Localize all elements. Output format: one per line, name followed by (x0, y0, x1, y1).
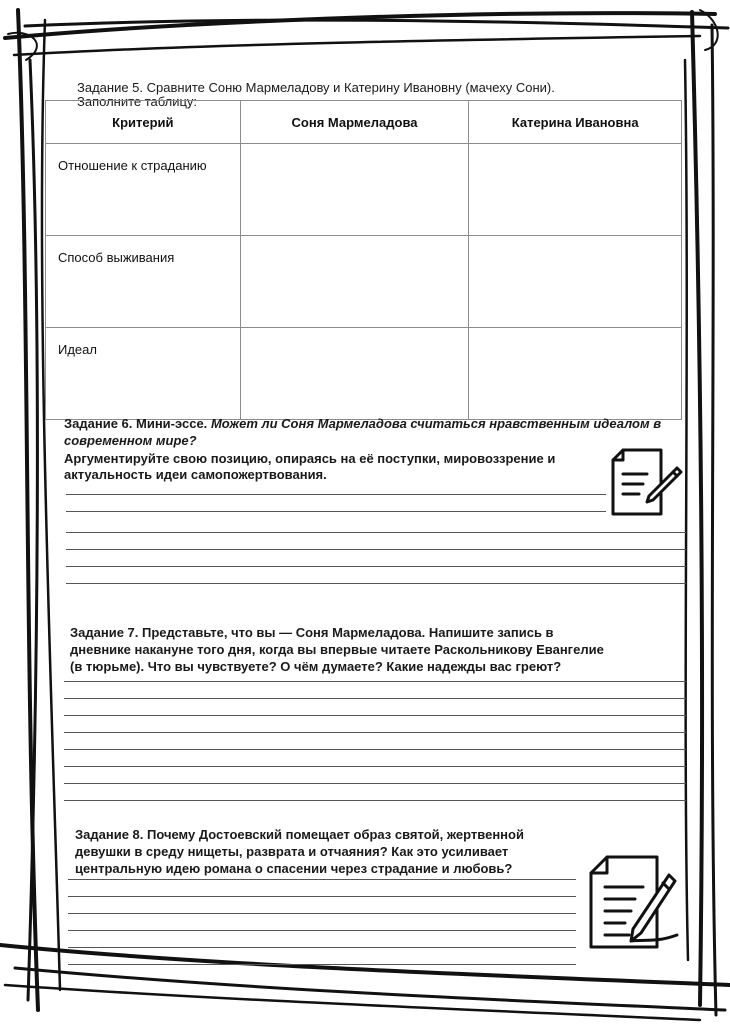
answer-cell[interactable] (240, 236, 469, 328)
table-row (46, 236, 682, 328)
task6-answer-lines-short[interactable] (66, 478, 606, 512)
header-criterion: Критерий (46, 101, 241, 144)
contract-pen-icon (585, 853, 681, 953)
answer-cell[interactable] (469, 144, 682, 236)
table-row (46, 144, 682, 236)
task7-line3: (в тюрьме). Что вы чувствуете? О чём думаете? Какие надежды вас греют? (70, 659, 562, 674)
answer-cell[interactable] (469, 328, 682, 420)
task5-subheading: Заполните таблицу: (77, 94, 198, 109)
task7-line1: Задание 7. Представьте, что вы — Соня Мармеладова. Напишите запись в (70, 625, 554, 640)
table-row (46, 328, 682, 420)
task6-instruction-line1: Аргументируйте свою позицию, опираясь на её поступки, мировоззрение и (64, 451, 556, 466)
row-label-survival: Способ выживания (46, 236, 241, 328)
comparison-table (45, 100, 682, 420)
task6-answer-lines[interactable] (66, 516, 686, 584)
task6-question: Может ли Соня Мармеладова считаться нравственным идеалом в современном мире? (64, 416, 662, 448)
answer-cell[interactable] (240, 144, 469, 236)
answer-cell[interactable] (240, 328, 469, 420)
answer-cell[interactable] (469, 236, 682, 328)
row-label-suffering: Отношение к страданию (46, 144, 241, 236)
task7-line2: дневнике накануне того дня, когда вы впервые читаете Раскольникову Евангелие (70, 642, 604, 657)
task8-line1: Задание 8. Почему Достоевский помещает образ святой, жертвенной (75, 827, 524, 842)
table-header-row (46, 101, 682, 144)
task6-label: Задание 6. Мини-эссе. (64, 416, 208, 431)
task8-line3: центральную идею романа о спасении через страдание и любовь? (75, 861, 513, 876)
task8-answer-lines[interactable] (68, 863, 576, 965)
header-katerina: Катерина Ивановна (469, 101, 682, 144)
task5-heading: Задание 5. Сравните Соню Мармеладову и Катерину Ивановну (мачеху Сони). (77, 80, 555, 95)
document-pencil-icon (605, 446, 685, 518)
header-sonya: Соня Мармеладова (240, 101, 469, 144)
task6-instruction-line2: актуальность идеи самопожертвования. (64, 467, 327, 482)
task6-prompt (64, 415, 664, 449)
task8-line2: девушки в среду нищеты, разврата и отчаяния? Как это усиливает (75, 844, 509, 859)
task7-answer-lines[interactable] (64, 665, 686, 801)
row-label-ideal: Идеал (46, 328, 241, 420)
